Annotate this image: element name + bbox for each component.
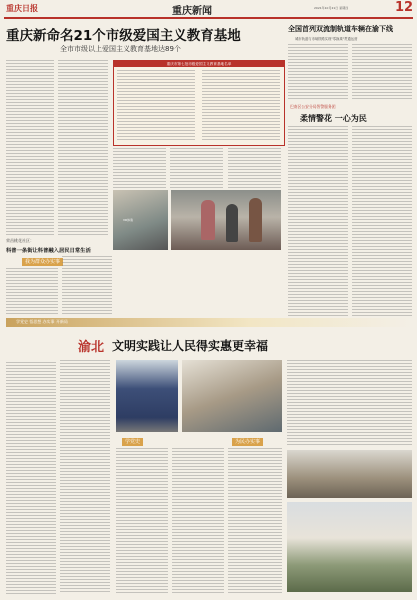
science-street-headline: 科普一条街让科普融入居民日常生活 bbox=[6, 248, 91, 254]
header-rule bbox=[4, 17, 413, 19]
issue-date: 2021年10月21日 星期四 bbox=[314, 6, 349, 10]
rail-headline: 全国首列双流制轨道车辆在渝下线 bbox=[288, 25, 393, 33]
bottom-body-col5 bbox=[228, 448, 282, 594]
police-headline: 柔情警花 一心为民 bbox=[300, 114, 367, 123]
reading-room-photo bbox=[182, 360, 282, 432]
section-tag-service-2: 为民办实事 bbox=[232, 438, 263, 446]
science-street-kicker: 荣昌桃花社区： bbox=[6, 238, 34, 243]
bottom-banner bbox=[6, 318, 412, 327]
rail-body-col2 bbox=[352, 44, 412, 100]
volunteers-photo bbox=[287, 450, 412, 498]
section-tag-history: 学党史 bbox=[122, 438, 143, 446]
top-story-headline: 重庆新命名21个市级爱国主义教育基地 bbox=[6, 28, 241, 44]
page-number: 12 bbox=[395, 0, 414, 15]
vending-machine-photo bbox=[116, 360, 178, 432]
table-title: 重庆市第七批市级爱国主义教育基地名单 bbox=[114, 61, 284, 67]
bottom-body-col4 bbox=[172, 448, 224, 594]
rail-subhead: 城市轨道与市域铁路实现"零换乘"贯通运营 bbox=[295, 37, 358, 41]
photo-caption-vr: VR体验 bbox=[123, 218, 134, 222]
rail-body-col1 bbox=[288, 44, 348, 100]
visitors-photo bbox=[171, 190, 281, 250]
bottom-body-col6 bbox=[287, 360, 412, 446]
person-figure bbox=[249, 198, 262, 242]
science-street-body-col1 bbox=[6, 268, 58, 316]
top-story-subhead: 全市市级以上爱国主义教育基地达89个 bbox=[60, 45, 181, 53]
vr-experience-photo bbox=[113, 190, 168, 250]
person-figure bbox=[226, 204, 238, 242]
section-tag-service: 我为群众办实事 bbox=[22, 258, 63, 266]
top-story-body-col1 bbox=[6, 60, 54, 235]
police-body-col2 bbox=[352, 126, 412, 318]
police-kicker: 巴南区公安分局智警服务团 bbox=[290, 104, 336, 109]
table-rows-left bbox=[117, 70, 195, 141]
top-story-body-col5 bbox=[228, 148, 281, 188]
science-street-body-col2 bbox=[62, 256, 112, 316]
bottom-body-col1 bbox=[6, 362, 56, 594]
section-title: 重庆新闻 bbox=[172, 6, 212, 17]
bottom-body-col3 bbox=[116, 448, 168, 594]
banner-tag-text: 学党史 悟思想 办实事 开新局 bbox=[16, 319, 68, 324]
top-story-body-col4 bbox=[170, 148, 223, 188]
table-rows-right bbox=[202, 70, 280, 141]
masthead bbox=[0, 0, 417, 17]
newspaper-logo: 重庆日报 bbox=[6, 3, 38, 13]
base-list-table bbox=[113, 60, 285, 146]
bottom-story-headline: 文明实践让人民得实惠更幸福 bbox=[112, 339, 269, 353]
top-story-body-col2 bbox=[58, 60, 108, 235]
bottom-body-col2 bbox=[60, 360, 110, 594]
person-figure bbox=[201, 200, 215, 240]
village-photo bbox=[287, 502, 412, 592]
police-body-col1 bbox=[288, 126, 348, 318]
bottom-story-place: 渝北 bbox=[78, 340, 105, 355]
top-story-body-col3 bbox=[113, 148, 166, 188]
